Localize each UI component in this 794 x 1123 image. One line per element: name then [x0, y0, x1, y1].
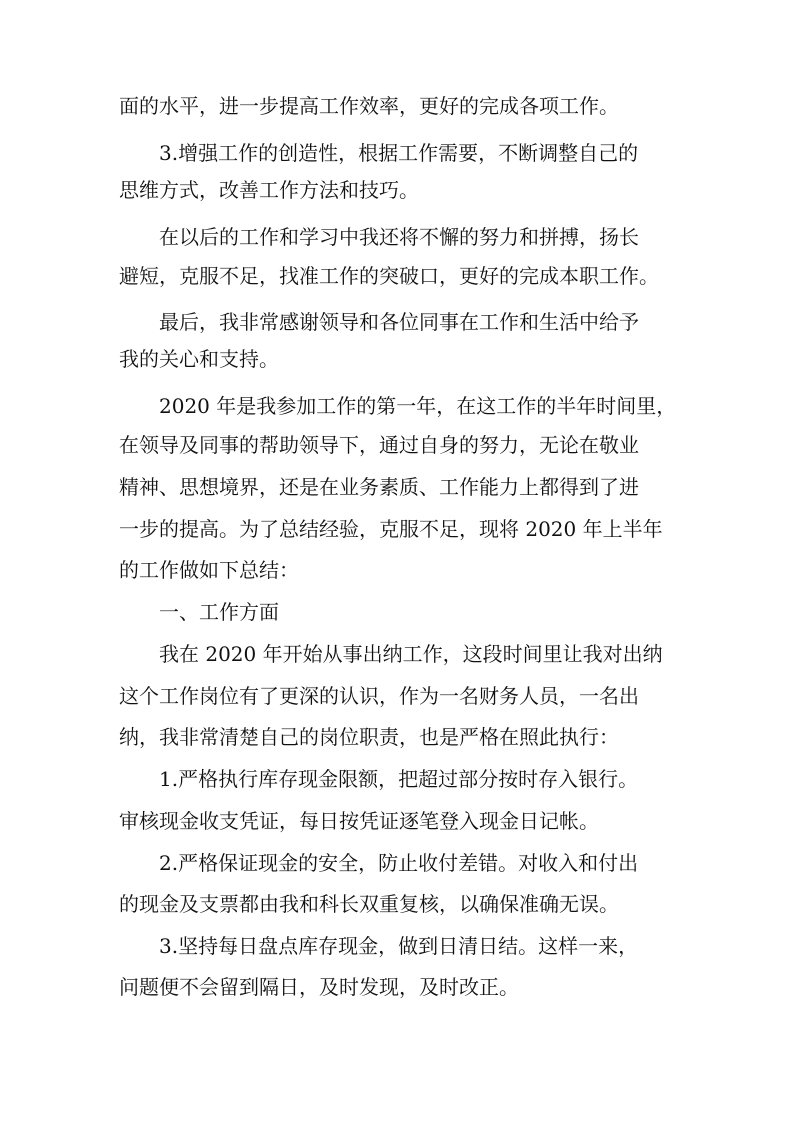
- text-line: 在以后的工作和学习中我还将不懈的努力和拼搏，扬长: [159, 225, 639, 249]
- text-line: 我的关心和支持。: [119, 347, 279, 371]
- text-line: 思维方式，改善工作方法和技巧。: [119, 178, 419, 202]
- text-line: 面的水平，进一步提高工作效率，更好的完成各项工作。: [119, 94, 619, 118]
- text-line: 审核现金收支凭证，每日按凭证逐笔登入现金日记帐。: [119, 809, 599, 833]
- text-line: 问题便不会留到隔日，及时发现，及时改正。: [119, 975, 519, 999]
- text-line: 3.坚持每日盘点库存现金，做到日清日结。这样一来，: [159, 934, 639, 958]
- text-line: 纳，我非常清楚自己的岗位职责，也是严格在照此执行：: [119, 725, 619, 749]
- text-line: 的现金及支票都由我和科长双重复核，以确保准确无误。: [119, 892, 619, 916]
- text-line: 的工作做如下总结：: [119, 558, 299, 582]
- text-line: 一步的提高。为了总结经验，克服不足，现将 2020 年上半年: [119, 517, 663, 541]
- section-heading: 一、工作方面: [159, 600, 279, 624]
- text-line: 2020 年是我参加工作的第一年，在这工作的半年时间里，: [159, 394, 677, 418]
- text-line: 在领导及同事的帮助领导下，通过自身的努力，无论在敬业: [119, 433, 639, 457]
- text-line: 1.严格执行库存现金限额，把超过部分按时存入银行。: [159, 767, 639, 791]
- text-line: 3.增强工作的创造性，根据工作需要，不断调整自己的: [159, 141, 639, 165]
- text-line: 最后，我非常感谢领导和各位同事在工作和生活中给予: [159, 310, 639, 334]
- text-line: 2.严格保证现金的安全，防止收付差错。对收入和付出: [159, 851, 639, 875]
- text-line: 这个工作岗位有了更深的认识，作为一名财务人员，一名出: [119, 684, 639, 708]
- text-line: 我在 2020 年开始从事出纳工作，这段时间里让我对出纳: [159, 642, 663, 666]
- text-line: 精神、思想境界，还是在业务素质、工作能力上都得到了进: [119, 475, 639, 499]
- text-line: 避短，克服不足，找准工作的突破口，更好的完成本职工作。: [119, 264, 659, 288]
